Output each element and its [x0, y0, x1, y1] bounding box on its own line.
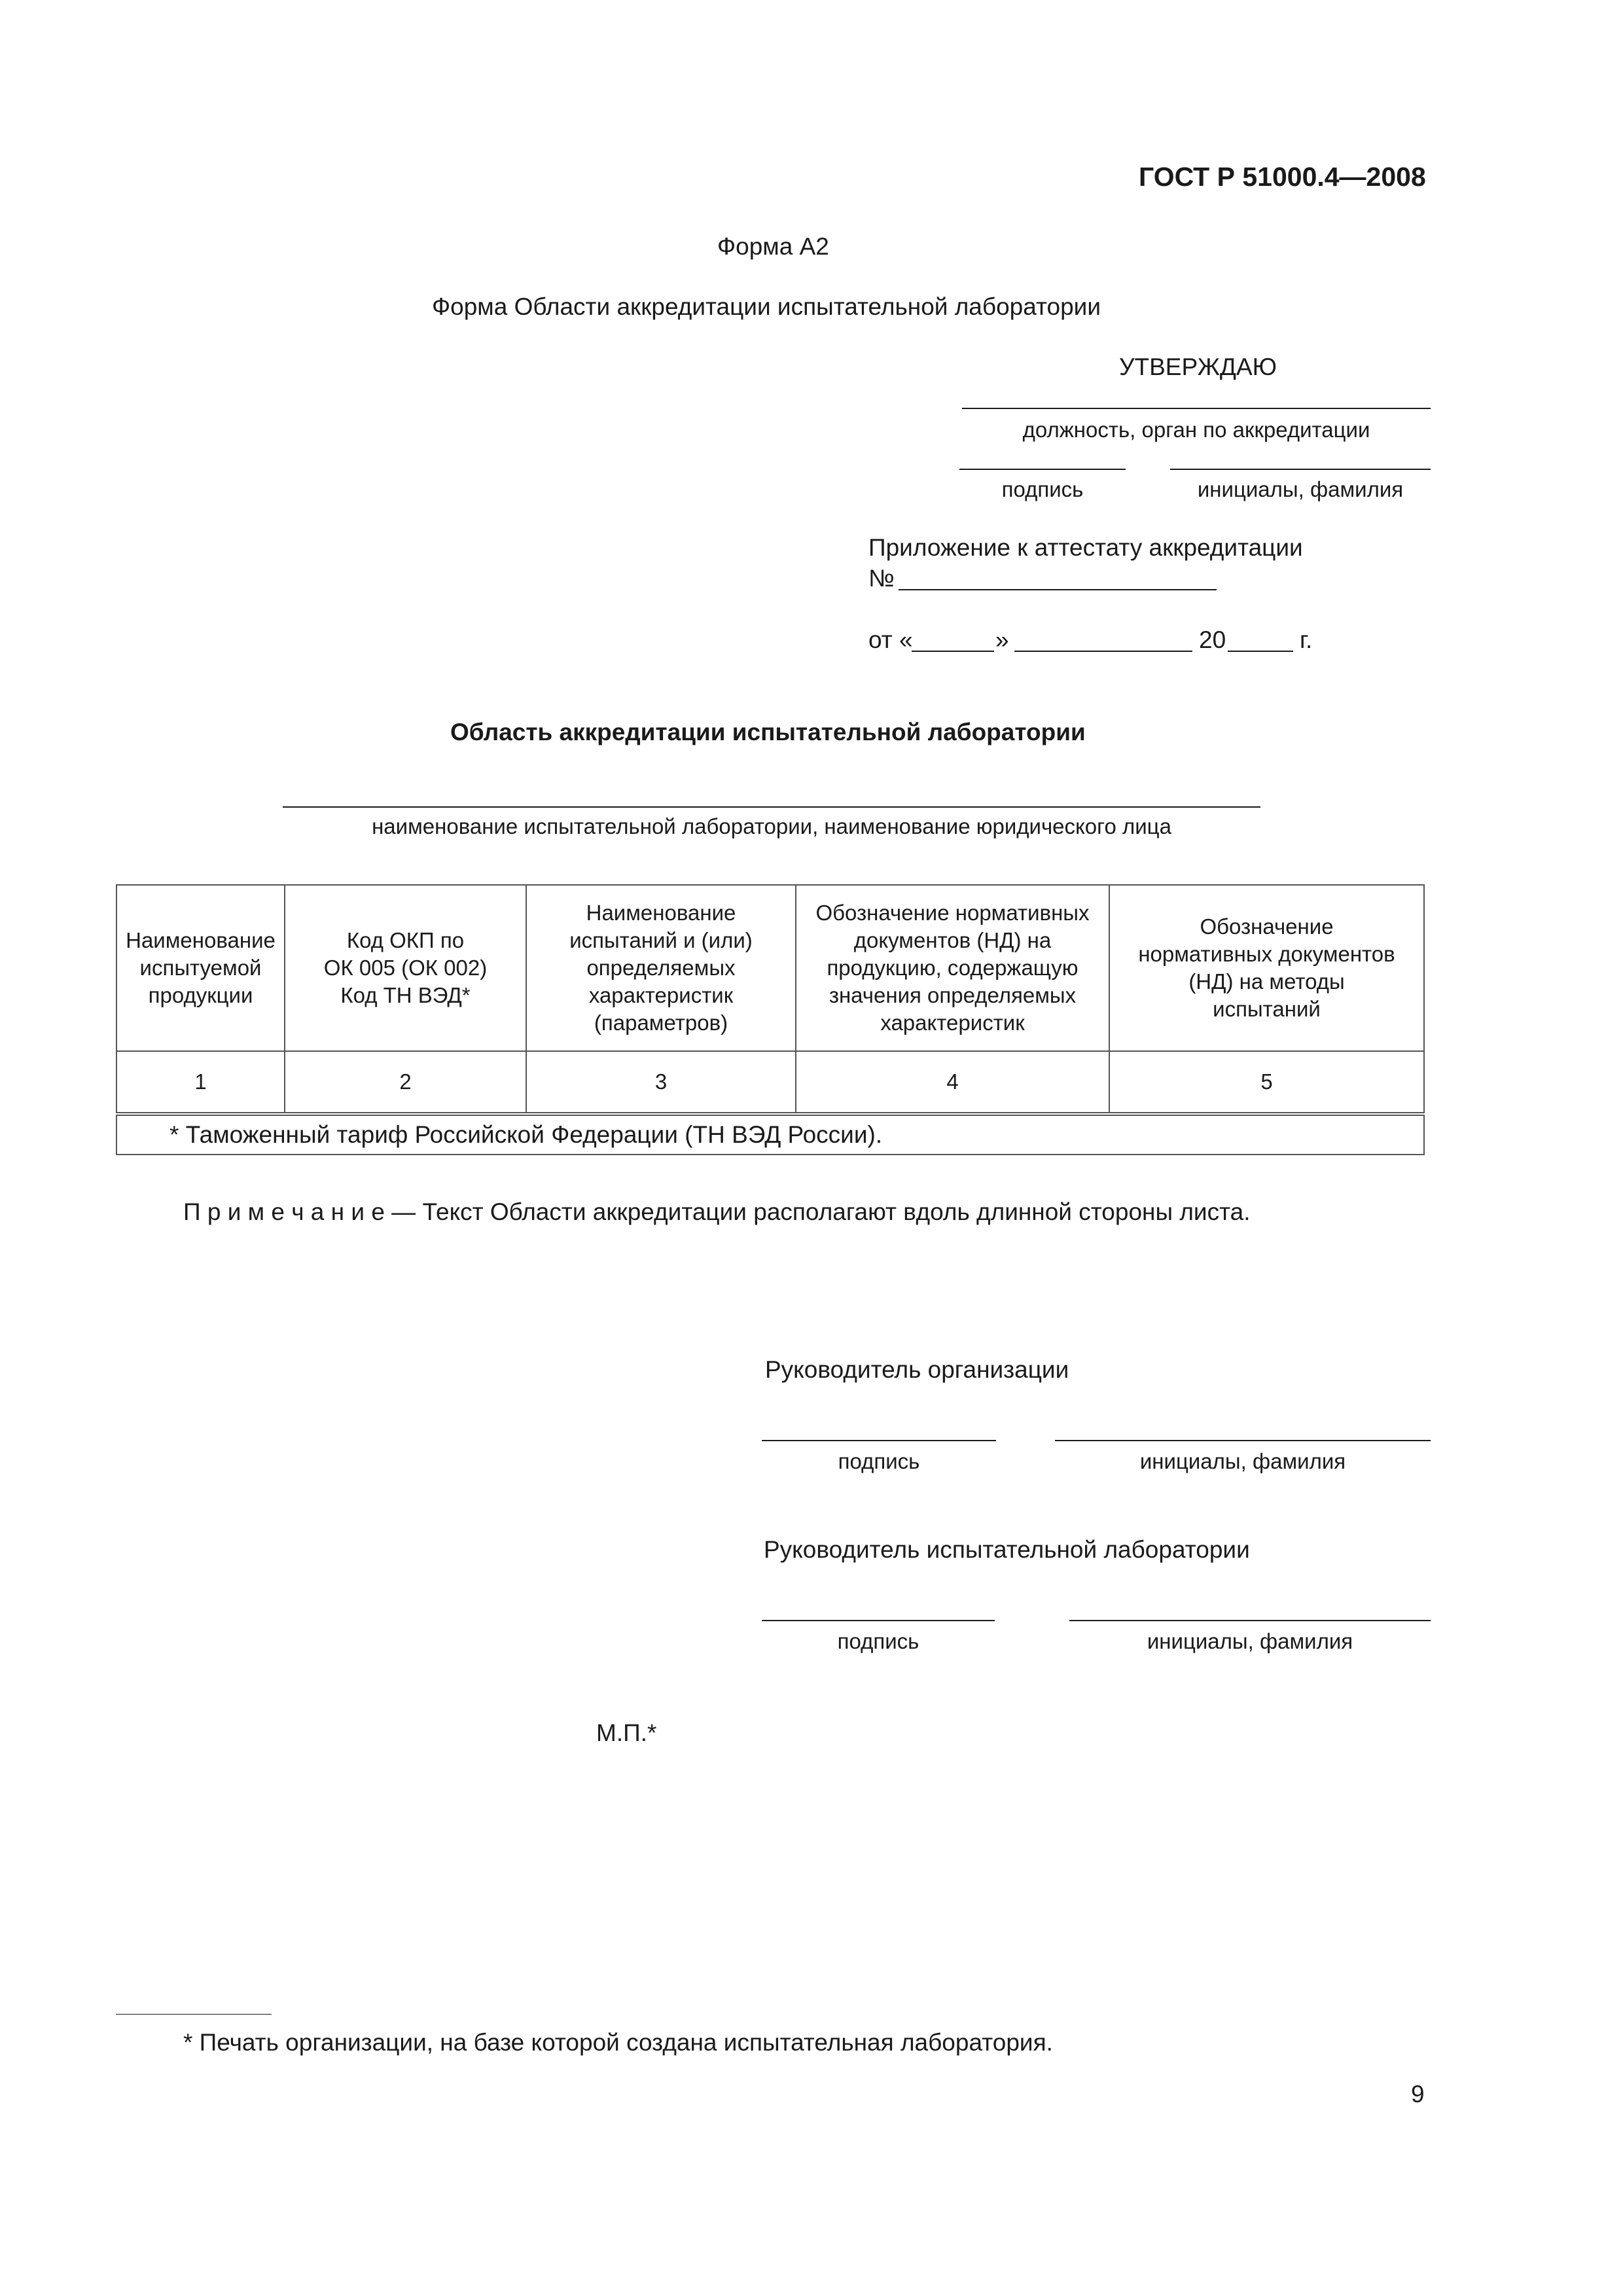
org-head-signature-line: [762, 1440, 996, 1441]
accreditation-scope-table: [116, 884, 1425, 1155]
org-head-name-caption: инициалы, фамилия: [1139, 1449, 1346, 1473]
attestat-number-label: №: [868, 565, 895, 592]
footnote-separator: [116, 2014, 272, 2015]
document-standard-number: ГОСТ Р 51000.4—2008: [1139, 162, 1426, 192]
approver-signature-caption: подпись: [1001, 477, 1084, 501]
lab-head-signature-caption: подпись: [837, 1629, 919, 1653]
attestat-number-line: [899, 589, 1217, 590]
annex-line: Приложение к аттестату аккредитации: [868, 534, 1303, 561]
column-number: 5: [1109, 1051, 1424, 1114]
note-label: П р и м е ч а н и е: [183, 1198, 385, 1225]
header-cell-method-documents: Обозначение нормативных документов (НД) на методы испытаний: [1109, 885, 1424, 1051]
approver-signature-line: [959, 469, 1126, 470]
lab-head-signature-line: [762, 1620, 995, 1621]
page-footnote: * Печать организации, на базе которой создана испытательная лаборатория.: [183, 2029, 1053, 2056]
lab-name-caption: наименование испытательной лаборатории, наименование юридического лица: [372, 814, 1171, 838]
approver-name-caption: инициалы, фамилия: [1197, 477, 1404, 501]
date-year-prefix: 20: [1199, 626, 1226, 653]
page-number: 9: [1411, 2081, 1425, 2108]
date-year-suffix: г.: [1300, 626, 1313, 653]
column-number: 1: [116, 1051, 285, 1114]
date-from-label: от «: [868, 626, 913, 653]
column-number: 3: [526, 1051, 796, 1114]
header-cell-okp-code: Код ОКП по ОК 005 (ОК 002) Код ТН ВЭД*: [285, 885, 526, 1051]
date-year-line: [1228, 651, 1293, 652]
table-number-row: [116, 1051, 1424, 1114]
date-quote-close: »: [995, 626, 1009, 653]
approve-heading: УТВЕРЖДАЮ: [1119, 353, 1277, 380]
lab-head-title: Руководитель испытательной лаборатории: [764, 1536, 1250, 1563]
form-title: Форма Области аккредитации испытательной лаборатории: [432, 293, 1101, 320]
approver-name-line: [1170, 469, 1431, 470]
stamp-placeholder: М.П.*: [596, 1719, 657, 1746]
table-footnote: * Таможенный тариф Российской Федерации (ТН ВЭД России).: [116, 1114, 1424, 1155]
date-day-line: [912, 651, 994, 652]
lab-name-line: [283, 806, 1260, 808]
date-month-line: [1014, 651, 1192, 652]
org-head-name-line: [1055, 1440, 1431, 1441]
column-number: 2: [285, 1051, 526, 1114]
lab-head-name-line: [1069, 1620, 1431, 1621]
org-head-signature-caption: подпись: [838, 1449, 920, 1473]
header-cell-tests: Наименование испытаний и (или) определяемых характеристик (параметров): [526, 885, 796, 1051]
note: [183, 1198, 1250, 1227]
form-label: Форма А2: [717, 233, 829, 260]
org-head-title: Руководитель организации: [765, 1356, 1069, 1383]
table-footnote-row: [116, 1114, 1424, 1155]
lab-head-name-caption: инициалы, фамилия: [1147, 1629, 1353, 1653]
column-number: 4: [796, 1051, 1109, 1114]
note-text: — Текст Области аккредитации располагают вдоль длинной стороны листа.: [384, 1198, 1251, 1225]
position-line: [962, 408, 1431, 409]
position-caption: должность, орган по аккредитации: [1022, 418, 1370, 442]
table-header-row: [116, 885, 1424, 1051]
section-title: Область аккредитации испытательной лаборатории: [450, 719, 1086, 745]
header-cell-product: Наименование испытуемой продукции: [116, 885, 285, 1051]
header-cell-product-documents: Обозначение нормативных документов (НД) на продукцию, содержащую значения определяемых характеристик: [796, 885, 1109, 1051]
